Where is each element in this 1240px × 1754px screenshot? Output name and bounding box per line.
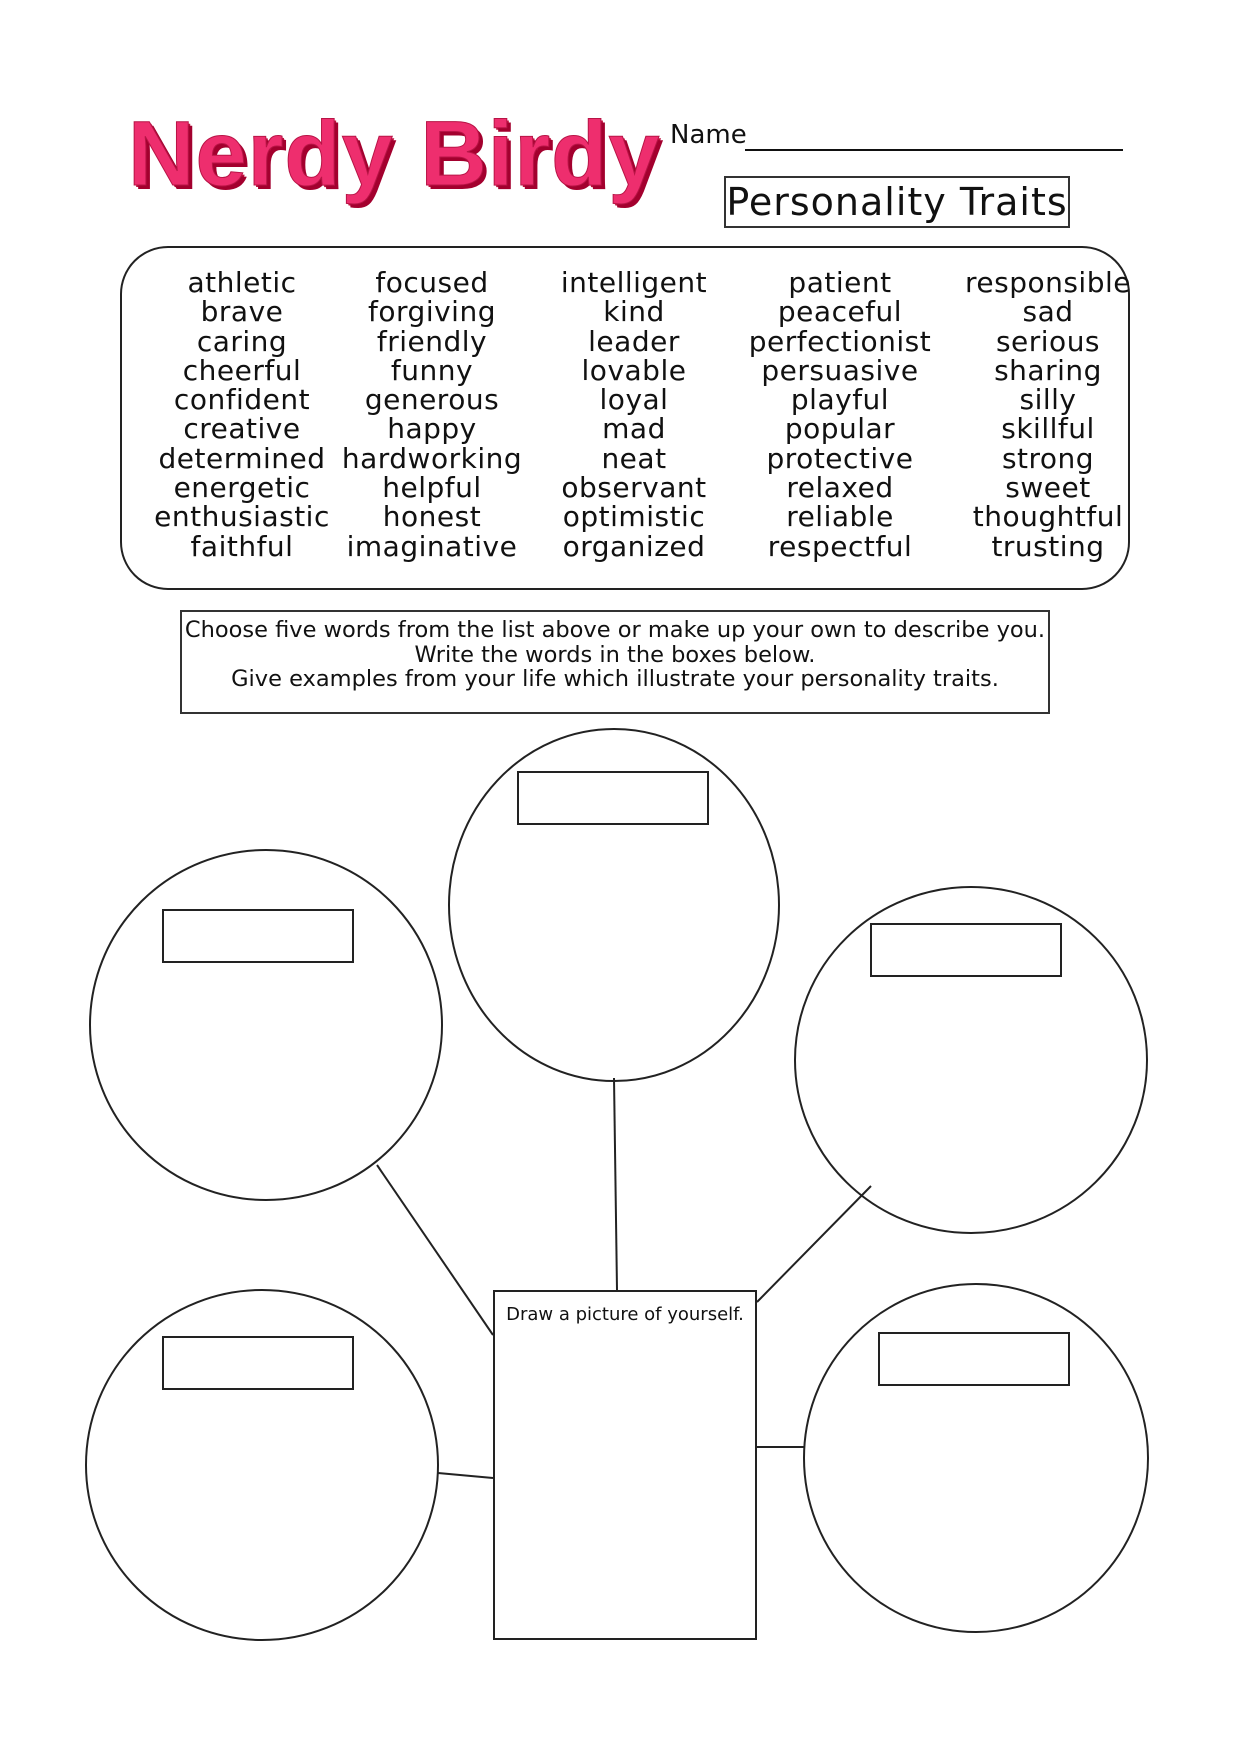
word-item: honest [382,500,482,534]
word-item: loyal [599,383,669,417]
logo: Nerdy Birdy [128,103,661,205]
page-title: Personality Traits [724,176,1070,228]
word-item: intelligent [560,266,708,299]
word-item: trusting [991,529,1105,563]
word-item: playful [790,383,890,417]
word-item: organized [562,529,706,563]
word-item: faithful [190,529,294,563]
word-item: protective [766,441,914,475]
word-box[interactable] [163,910,353,962]
word-item: sharing [994,353,1102,387]
picture-label: Draw a picture of yourself. [506,1304,744,1325]
word-item: serious [995,324,1101,358]
word-item: persuasive [761,353,919,387]
word-item: reliable [786,500,894,534]
word-item: kind [603,295,665,329]
word-item: leader [588,324,680,358]
word-item: happy [387,412,477,446]
instruction-line: Write the words in the boxes below. [414,641,816,668]
word-item: lovable [581,353,687,387]
word-item: focused [375,266,489,299]
word-item: skillful [1001,412,1095,446]
trait-circle [795,887,1147,1233]
instruction-line: Give examples from your life which illustrate your personality traits. [231,666,999,692]
word-item: peaceful [777,295,903,329]
word-item: brave [200,295,284,329]
trait-circle [449,729,779,1081]
connector-line [757,1186,871,1302]
word-item: imaginative [346,529,518,563]
word-item: sweet [1005,471,1091,505]
word-item: funny [390,353,474,387]
word-item: creative [183,412,301,446]
word-item: determined [158,441,326,475]
trait-circle [804,1284,1148,1632]
word-item: athletic [187,266,297,299]
connector-line [438,1473,493,1478]
trait-circle [90,850,442,1200]
word-item: generous [364,383,500,417]
word-item: observant [561,471,707,505]
word-item: hardworking [341,441,523,475]
word-item: relaxed [786,471,894,505]
word-item: sad [1022,295,1074,329]
self-portrait-box[interactable] [493,1290,757,1640]
word-item: thoughtful [972,500,1124,534]
instruction-line: Choose five words from the list above or make up your own to describe you. [184,617,1046,643]
word-item: respectful [767,529,913,563]
word-item: strong [1001,441,1095,475]
word-item: popular [784,412,896,446]
word-box[interactable] [163,1337,353,1389]
name-label: Name [670,120,747,150]
word-item: energetic [173,471,311,505]
word-item: forgiving [368,295,496,329]
word-item: optimistic [562,500,706,534]
word-item: neat [601,441,667,475]
word-item: perfectionist [748,324,932,358]
word-item: patient [788,266,892,299]
word-item: enthusiastic [154,500,330,534]
word-item: silly [1019,383,1077,417]
word-item: helpful [382,471,482,505]
connector-line [614,1078,617,1290]
word-item: confident [173,383,311,417]
word-item: mad [602,412,666,446]
word-box[interactable] [518,772,708,824]
connector-line [377,1165,493,1335]
word-box[interactable] [871,924,1061,976]
word-item: caring [196,324,288,358]
word-item: responsible [964,266,1131,299]
word-item: friendly [376,324,488,358]
trait-circle [86,1290,438,1640]
word-item: cheerful [182,353,302,387]
word-box[interactable] [879,1333,1069,1385]
